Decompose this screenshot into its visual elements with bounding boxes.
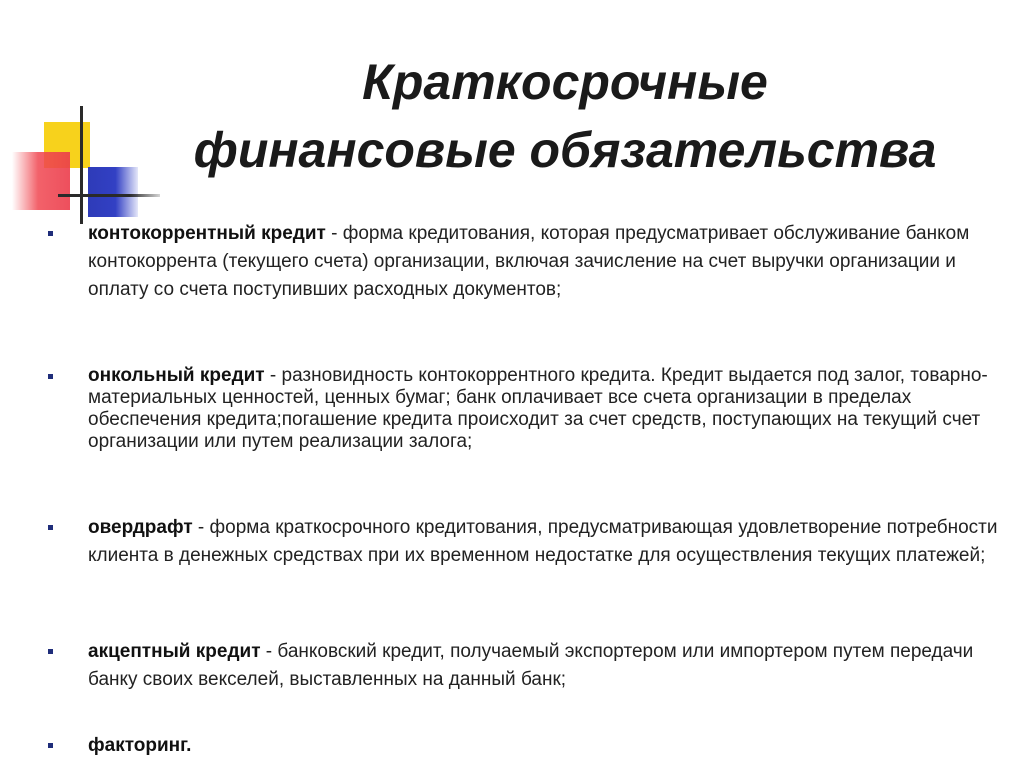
list-item-definition: - банковский кредит, получаемый экспортером или импортером путем передачи банку своих векселей, выставленных на данный банк; bbox=[88, 641, 974, 690]
bullet-square-icon bbox=[48, 525, 53, 530]
list-item-definition: - разновидность контокоррентного кредита. Кредит выдается под залог, товарно-материальных ценностей, ценных бумаг; банк оплачивает все счета организации в пределах обеспечения кредита;погашение кредита происходит за счет средств, поступающих на текущий счет организации или путем реализации залога; bbox=[88, 365, 988, 452]
list-item-text bbox=[88, 638, 1005, 694]
logo-red-square bbox=[12, 152, 70, 210]
list-item-term: онкольный кредит bbox=[88, 365, 265, 386]
list-item-term: акцептный кредит bbox=[88, 641, 261, 662]
bullet-square-icon bbox=[48, 649, 53, 654]
bullet-square-icon bbox=[48, 743, 53, 748]
list-item bbox=[45, 514, 1005, 570]
list-item-text bbox=[88, 514, 1005, 570]
list-item-text bbox=[88, 365, 1005, 453]
list-item-term: контокоррентный кредит bbox=[88, 223, 326, 244]
slide-title bbox=[150, 48, 980, 184]
logo-blue-square bbox=[88, 167, 138, 217]
list-item bbox=[45, 638, 1005, 694]
list-item-term: овердрафт bbox=[88, 517, 193, 538]
list-item bbox=[45, 220, 1005, 304]
list-item-text bbox=[88, 220, 1005, 304]
list-item-term: факторинг. bbox=[88, 735, 192, 756]
list-item-definition: - форма кредитования, которая предусматривает обслуживание банком контокоррента (текущего счета) организации, включая зачисление на счет выручки организации и оплату со счета поступивших расходных документов; bbox=[88, 223, 970, 300]
list-item-definition: - форма краткосрочного кредитования, предусматривающая удовлетворение потребности клиента в денежных средствах при их временном недостатке для осуществления текущих платежей; bbox=[88, 517, 998, 566]
logo-horizontal-line bbox=[58, 194, 160, 197]
list-item bbox=[45, 732, 1005, 760]
bullet-square-icon bbox=[48, 231, 53, 236]
list-item-text bbox=[88, 732, 1005, 760]
decorative-squares-logo bbox=[0, 0, 160, 240]
slide-title-line-1: Краткосрочные bbox=[362, 54, 768, 110]
logo-vertical-line bbox=[80, 106, 83, 224]
slide-title-line-2: финансовые обязательства bbox=[193, 122, 937, 178]
list-item bbox=[45, 365, 1005, 453]
bullet-square-icon bbox=[48, 374, 53, 379]
